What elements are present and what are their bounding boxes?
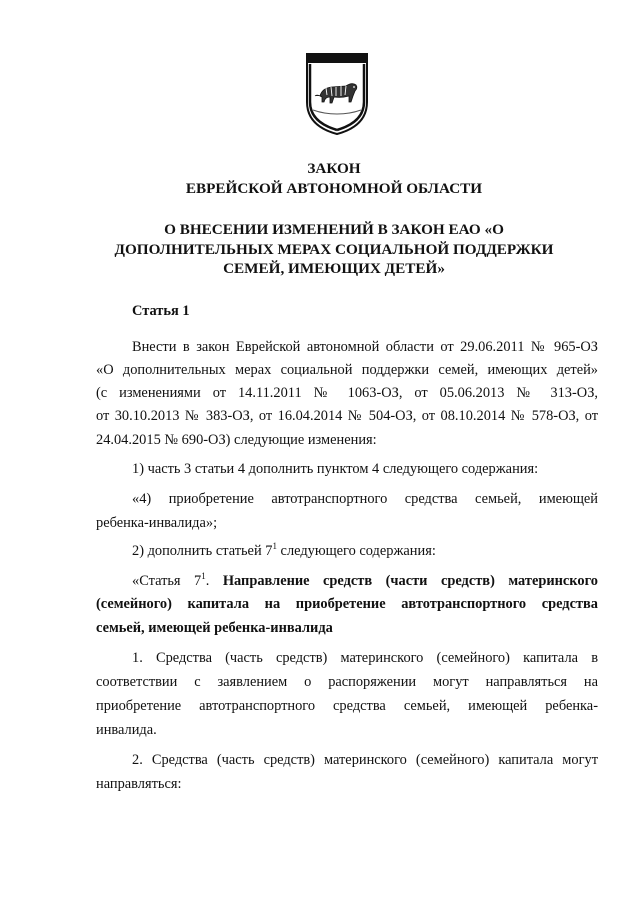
body-line: Внести в закон Еврейской автономной области от 29.06.2011 № 965-ОЗ — [132, 339, 598, 355]
body-line: 24.04.2015 № 690-ОЗ) следующие изменения: — [96, 432, 377, 448]
text-span: . — [205, 573, 223, 589]
body-line — [96, 541, 598, 561]
body-line: инвалида. — [96, 722, 157, 738]
law-title — [60, 159, 608, 199]
body-line: (семейного) капитала на приобретение автотранспортного средства — [96, 596, 598, 612]
body-line: 1) часть 3 статьи 4 дополнить пунктом 4 следующего содержания: — [132, 461, 539, 477]
body-line: 1. Средства (часть средств) материнского (семейного) капитала в — [132, 650, 598, 666]
body-line: ребенка-инвалида»; — [96, 515, 218, 531]
region-label: ЕВРЕЙСКОЙ АВТОНОМНОЙ ОБЛАСТИ — [185, 180, 483, 197]
body-line: «4) приобретение автотранспортного средства семьей, имеющей — [132, 491, 598, 507]
text-span: Направление средств (части средств) материнского — [222, 573, 598, 589]
superscript: 1 — [272, 541, 277, 552]
text-span: 2) дополнить статьей 7 — [132, 543, 273, 559]
body-line: «О дополнительных мерах социальной поддержки семей, имеющих детей» — [96, 362, 598, 378]
body-line: соответствии с заявлением о распоряжении могут направляться на — [96, 674, 598, 690]
body-line: (с изменениями от 14.11.2011 № 1063-ОЗ, от 05.06.2013 № 313-ОЗ, — [96, 385, 598, 401]
body-line: от 30.10.2013 № 383-ОЗ, от 16.04.2014 № 504-ОЗ, от 08.10.2014 № 578-ОЗ, от — [96, 408, 598, 424]
law-subject — [60, 220, 608, 279]
text-span: следующего содержания: — [276, 543, 436, 559]
superscript: 1 — [201, 571, 206, 582]
subject-line: О ВНЕСЕНИИ ИЗМЕНЕНИЙ В ЗАКОН ЕАО «О — [164, 221, 504, 238]
body-line: приобретение автотранспортного средства семьей, имеющей ребенка- — [96, 698, 598, 714]
subject-line: СЕМЕЙ, ИМЕЮЩИХ ДЕТЕЙ» — [223, 260, 445, 277]
body-line: семьей, имеющей ребенка-инвалида — [96, 620, 333, 636]
body-line: 2. Средства (часть средств) материнского (семейного) капитала могут — [132, 752, 598, 768]
law-label: ЗАКОН — [307, 160, 361, 177]
coat-of-arms-emblem — [304, 50, 370, 136]
article-7-1-heading — [96, 571, 598, 591]
text-span: «Статья 7 — [132, 573, 202, 589]
article-heading: Статья 1 — [132, 303, 190, 319]
subject-line: ДОПОЛНИТЕЛЬНЫХ МЕРАХ СОЦИАЛЬНОЙ ПОДДЕРЖКИ — [114, 240, 554, 258]
body-line: направляться: — [96, 776, 182, 792]
